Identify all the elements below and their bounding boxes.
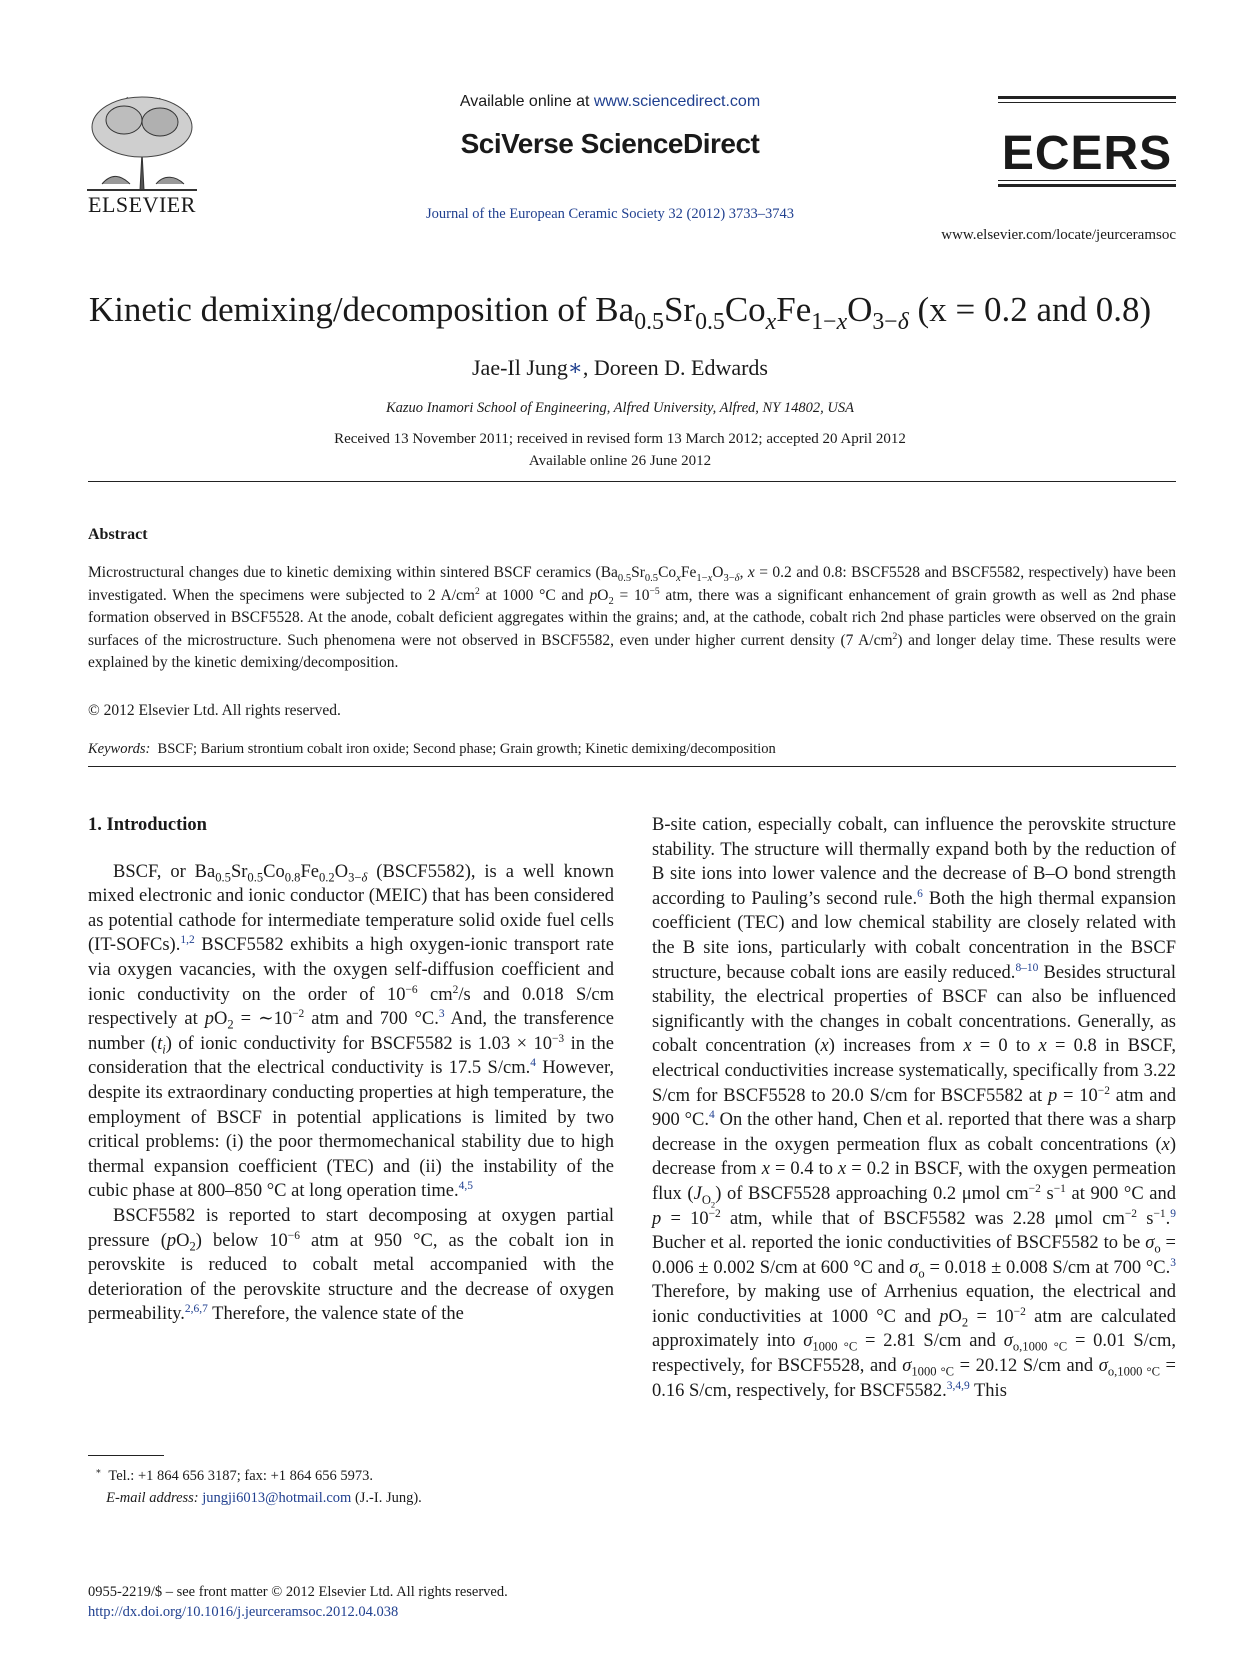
- body-paragraph: BSCF5582 is reported to start decomposing at oxygen partial pressure $(pO_2)$ below $10^{-6}$ atm at 950 °C, as the cobalt ion in perovskite is reduced to cobalt metal accompanied with the deterioration of the perovskite structure and the decrease of oxygen permeability.$^{2,6,7}$ Therefore, the valence state of the: [88, 1205, 614, 1325]
- keywords: [88, 741, 1176, 758]
- front-matter: [88, 1582, 614, 1622]
- email-suffix: (J.-I. Jung).: [351, 1490, 422, 1506]
- body-column-right: [652, 813, 1176, 1403]
- society-logo-text: ECERS: [1001, 127, 1173, 180]
- email-link[interactable]: jungji6013@hotmail.com: [202, 1490, 352, 1506]
- journal-homepage: www.elsevier.com/locate/jeurceramsoc: [941, 227, 1176, 243]
- corresponding-author-mark[interactable]: ∗: [567, 355, 583, 380]
- online-date: Available online 26 June 2012: [528, 453, 712, 469]
- email-label: E-mail address:: [106, 1490, 199, 1506]
- body-paragraph: B-site cation, especially cobalt, can influence the perovskite structure stability. The structure will thermally expand both by the reduction of B site ions into lower valence and the decrease of B–O bond strength according to Pauling’s second rule.$^6$ Both the high thermal expansion coefficient (TEC) and low chemical stability are closely related with the B site ions, particularly with cobalt concentration in the BSCF structure, because cobalt ions are easily reduced.$^{8-10}$ Besides structural stability, the electrical properties of BSCF can also be influenced significantly with the changes in cobalt concentrations. Generally, as cobalt concentration (x) increases from x = 0 to x = 0.8 in BSCF, electrical conductivities increase systematically, specifically from 3.22 S/cm for BSCF5528 to 20.0 S/cm for BSCF5582 at $p = 10^{-2}$ atm and 900 °C.$^4$ On the other hand, Chen et al. reported that there was a sharp decrease in the oxygen permeation flux as cobalt concentrations (x) decrease from x = 0.4 to x = 0.2 in BSCF, with the oxygen permeation flux $(J_{O_2})$ of BSCF5528 approaching 0.2 μmol $cm^{-2}$ $s^{-1}$ at 900 °C and $p = 10^{-2}$ atm, while that of BSCF5582 was 2.28 μmol $cm^{-2}$ $s^{-1}.^9$ Bucher et al. reported the ionic conductivities of BSCF5582 to be $\sigma_o = 0.006 \pm 0.002$ S/cm at 600 °C and $\sigma_o = 0.018 \pm 0.008$ S/cm at 700 °C.$^3$ Therefore, by making use of Arrhenius equation, the electrical and ionic conductivities at 1000 °C and $pO_2 = 10^{-2}$ atm are calculated approximately into $\sigma_{1000 ^\circ C} = 2.81$ S/cm and $\sigma_{o,1000 ^\circ C} = 0.01$ S/cm, respectively, for BSCF5528, and $\sigma_{1000 ^\circ C} = 20.12$ S/cm and $\sigma_{o,1000 ^\circ C} = 0.16$ S/cm, respectively, for BSCF5582.$^{3,4,9}$ This: [652, 815, 1177, 1401]
- logo-rule: [998, 180, 1176, 181]
- contact-info: Tel.: +1 864 656 3187; fax: +1 864 656 5973.: [108, 1468, 373, 1484]
- author-list: [60, 355, 1180, 381]
- received-dates: Received 13 November 2011; received in revised form 13 March 2012; accepted 20 April 2012: [334, 431, 906, 447]
- title-suffix: (x = 0.2 and 0.8): [908, 290, 1152, 329]
- issn-line: 0955-2219/$ – see front matter © 2012 Elsevier Ltd. All rights reserved.: [88, 1584, 508, 1600]
- copyright-notice: © 2012 Elsevier Ltd. All rights reserved.: [88, 702, 341, 719]
- section-heading: 1. Introduction: [88, 815, 207, 835]
- logo-rule: [998, 184, 1176, 187]
- author-footnote: [88, 1465, 614, 1509]
- available-online-line: [340, 93, 880, 111]
- keywords-list: BSCF; Barium strontium cobalt iron oxide; Second phase; Grain growth; Kinetic demixing/decomposition: [157, 741, 776, 757]
- publisher-wordmark: ELSEVIER: [88, 192, 196, 217]
- affiliation: Kazuo Inamori School of Engineering, Alfred University, Alfred, NY 14802, USA: [385, 400, 854, 416]
- author-name: Doreen D. Edwards: [593, 355, 768, 380]
- divider: [88, 766, 1176, 767]
- sciencedirect-link[interactable]: www.sciencedirect.com: [593, 93, 761, 110]
- body-column-left: [88, 813, 614, 1327]
- footnote-rule: [88, 1455, 164, 1456]
- abstract-heading: Abstract: [88, 526, 148, 543]
- available-prefix: Available online at: [459, 93, 594, 110]
- doi-link[interactable]: http://dx.doi.org/10.1016/j.jeurceramsoc.2012.04.038: [88, 1604, 399, 1620]
- author-separator: ,: [582, 355, 594, 380]
- ecers-logo: [998, 96, 1176, 192]
- article-title: Kinetic demixing/decomposition of $Ba_{0.5}Sr_{0.5}Co_xFe_{1-x}O_{3-\delta}$ (x = 0.2 and 0.8): [88, 290, 1152, 335]
- divider: [88, 481, 1176, 482]
- title-prefix: Kinetic demixing/decomposition of Ba: [88, 290, 635, 329]
- author-name: Jae-Il Jung: [472, 355, 568, 380]
- keywords-label: Keywords:: [88, 741, 151, 757]
- platform-name: SciVerse ScienceDirect: [460, 128, 760, 159]
- email-line: [88, 1487, 614, 1509]
- article-history: [60, 428, 1180, 472]
- tree-icon: [82, 92, 202, 192]
- logo-rule: [998, 96, 1176, 99]
- journal-citation-link[interactable]: Journal of the European Ceramic Society 32 (2012) 3733–3743: [425, 206, 795, 222]
- body-paragraph: BSCF, or $Ba_{0.5}Sr_{0.5}Co_{0.8}Fe_{0.2}O_{3-\delta}$ (BSCF5582), is a well known mixed electronic and ionic conductor (MEIC) that has been considered as potential cathode for intermediate temperature solid oxide fuel cells (IT-SOFCs).$^{1,2}$ BSCF5582 exhibits a high oxygen-ionic transport rate via oxygen vacancies, with the oxygen self-diffusion coefficient and ionic conductivity on the order of $10^{-6}$ $cm^2/s$ and 0.018 S/cm respectively at $pO_2$ = $\sim 10^{-2}$ atm and 700 °C.$^3$ And, the transference number $(t_i)$ of ionic conductivity for BSCF5582 is $1.03 \times 10^{-3}$ in the consideration that the electrical conductivity is 17.5 S/cm.$^4$ However, despite its extraordinary conducting properties at high temperature, the employment of BSCF in potential applications is limited by two critical problems: (i) the poor thermomechanical stability due to high thermal expansion coefficient (TEC) and (ii) the instability of the cubic phase at 800–850 °C at long operation time.$^{4,5}$: [88, 861, 614, 1202]
- logo-rule: [998, 102, 1176, 103]
- abstract-text: Microstructural changes due to kinetic demixing within sintered BSCF ceramics ($Ba_{0.5}Sr_{0.5}Co_xFe_{1-x}O_{3-\delta}$, x = 0.2 and 0.8: BSCF5528 and BSCF5582, respectively) have been investigated. When the specimens were subjected to 2 $A/cm^2$ at 1000 °C and $pO_2 = 10^{-5}$ atm, there was a significant enhancement of grain growth as well as 2nd phase formation observed in BSCF5528. At the anode, cobalt deficient aggregates within the grains; and, at the cathode, cobalt rich 2nd phase particles were observed on the grain surfaces of the microstructure. Such phenomena were not observed in BSCF5582, even under higher current density (7 $A/cm^2$) and longer delay time. These results were explained by the kinetic demixing/decomposition.: [88, 564, 1176, 671]
- contact-line: ∗ Tel.: +1 864 656 3187; fax: +1 864 656 5973.: [95, 1466, 373, 1484]
- elsevier-logo: [82, 92, 202, 232]
